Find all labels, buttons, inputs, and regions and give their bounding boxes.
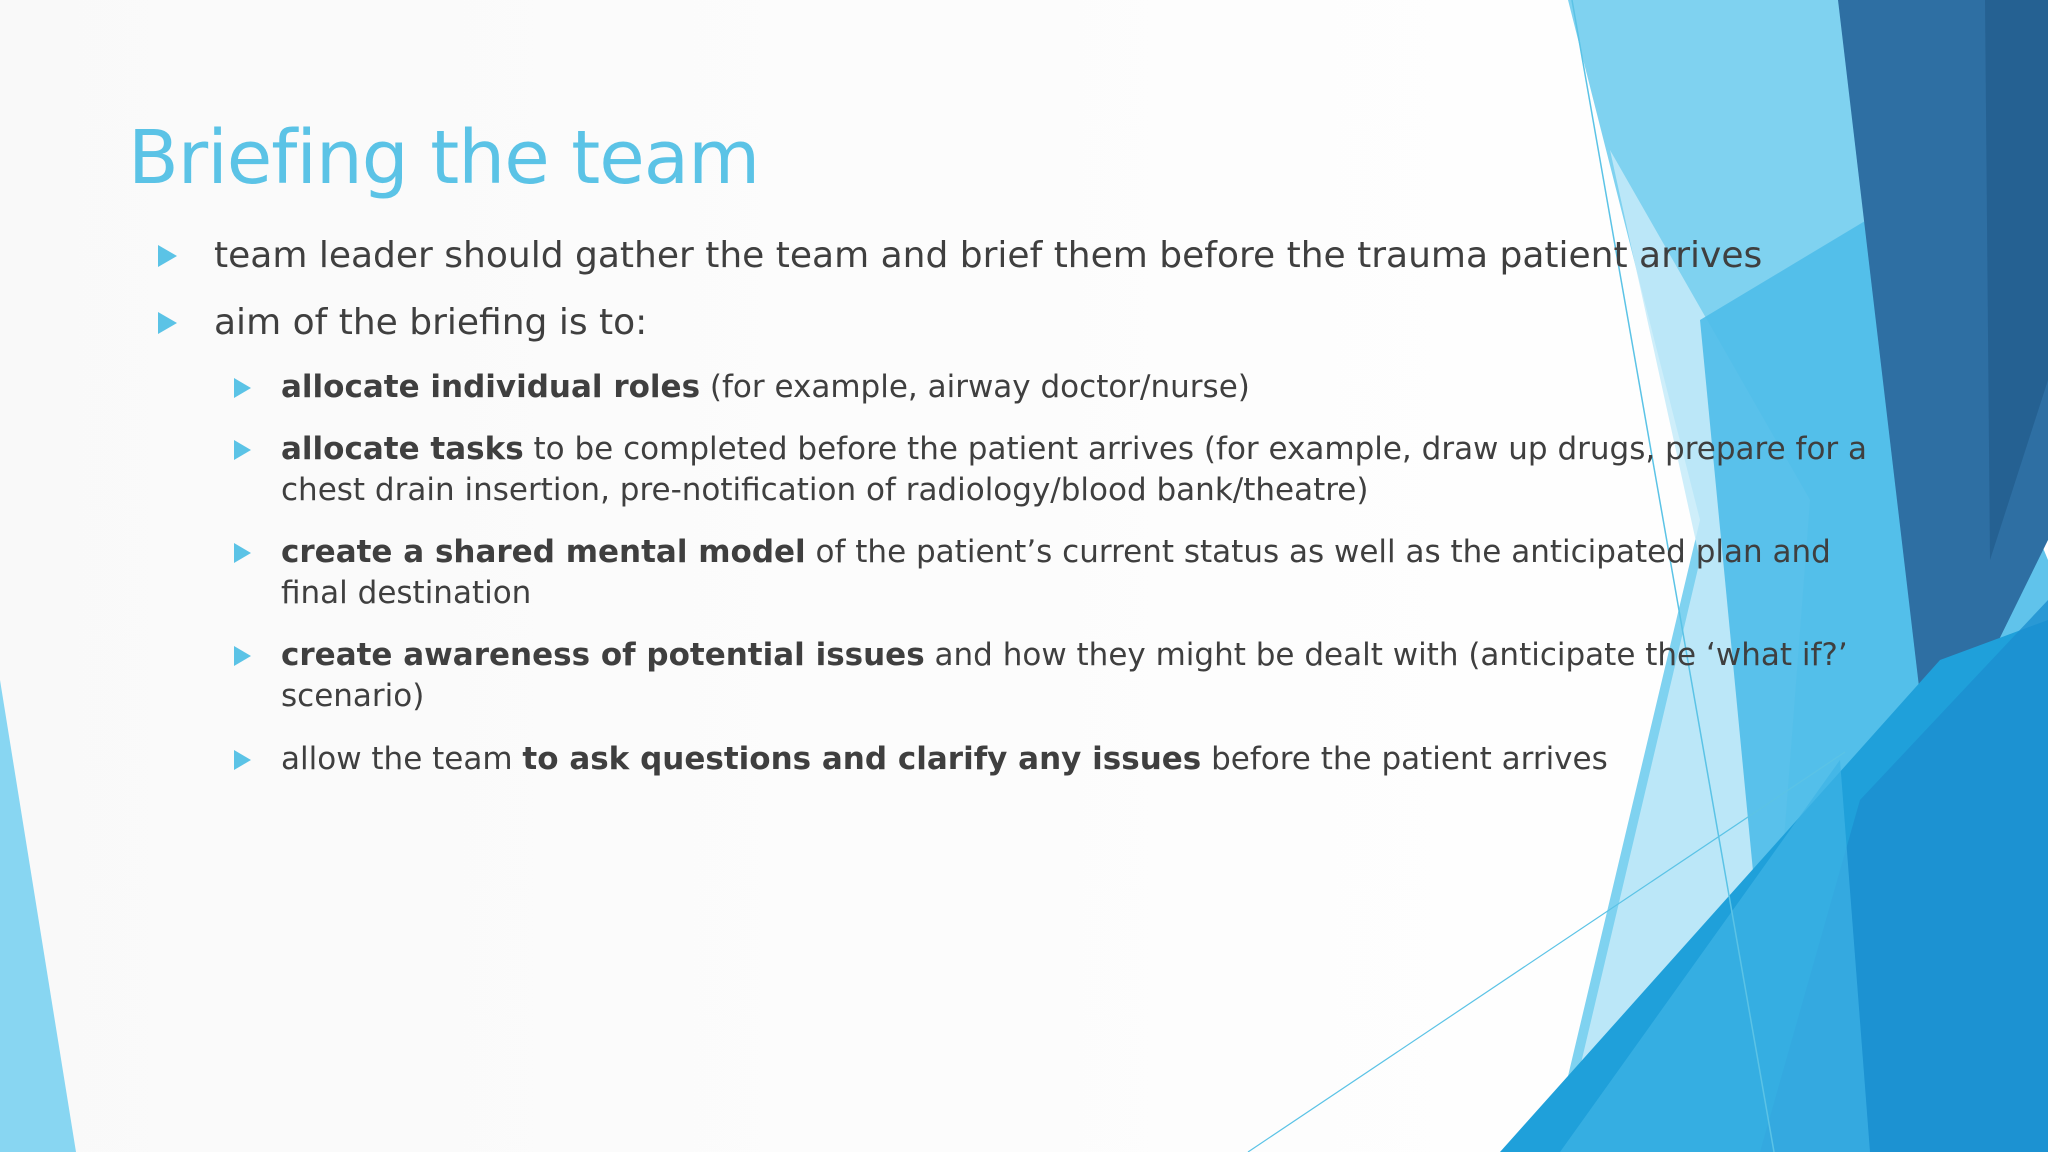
sub-bullet-rest: and how they might be dealt with (anticipate the ‘what if?’ scenario) [281, 637, 1848, 714]
bullet-text: aim of the briefing is to: [214, 302, 648, 343]
sub-bullet-rest: of the patient’s current status as well as the anticipated plan and final destination [281, 534, 1831, 611]
bullet-arrow-icon [234, 750, 251, 770]
bullet-arrow-icon [234, 378, 251, 398]
bullet-arrow-icon [234, 543, 251, 563]
sub-bullet-text [281, 635, 1891, 717]
sub-bullet-bold: create awareness of potential issues [281, 637, 925, 673]
sub-bullet-rest: (for example, airway doctor/nurse) [700, 369, 1250, 405]
sub-bullet-text [281, 739, 1891, 780]
slide-title: Briefing the team [128, 115, 760, 201]
sub-bullet-bold: allocate individual roles [281, 369, 701, 405]
bullet-text: team leader should gather the team and brief them before the trauma patient arrives [214, 235, 1763, 276]
sub-bullet-pre: allow the team [281, 741, 523, 777]
sub-bullet-text [281, 367, 1891, 408]
sub-bullet-rest: before the patient arrives [1201, 741, 1608, 777]
sub-bullet-text [281, 429, 1891, 511]
bullet-arrow-icon [234, 646, 251, 666]
sub-bullet-text [281, 532, 1891, 614]
bullet-arrow-icon [234, 440, 251, 460]
sub-bullet-bold: to ask questions and clarify any issues [522, 741, 1202, 777]
sub-bullet-rest: to be completed before the patient arrives (for example, draw up drugs, prepare for a chest drain insertion, pre-notification of radiology/blood bank/theatre) [281, 431, 1868, 508]
sub-bullet-bold: allocate tasks [281, 431, 524, 467]
bullet-arrow-icon [158, 245, 177, 267]
sub-bullet-bold: create a shared mental model [281, 534, 806, 570]
bullet-arrow-icon [158, 312, 177, 334]
